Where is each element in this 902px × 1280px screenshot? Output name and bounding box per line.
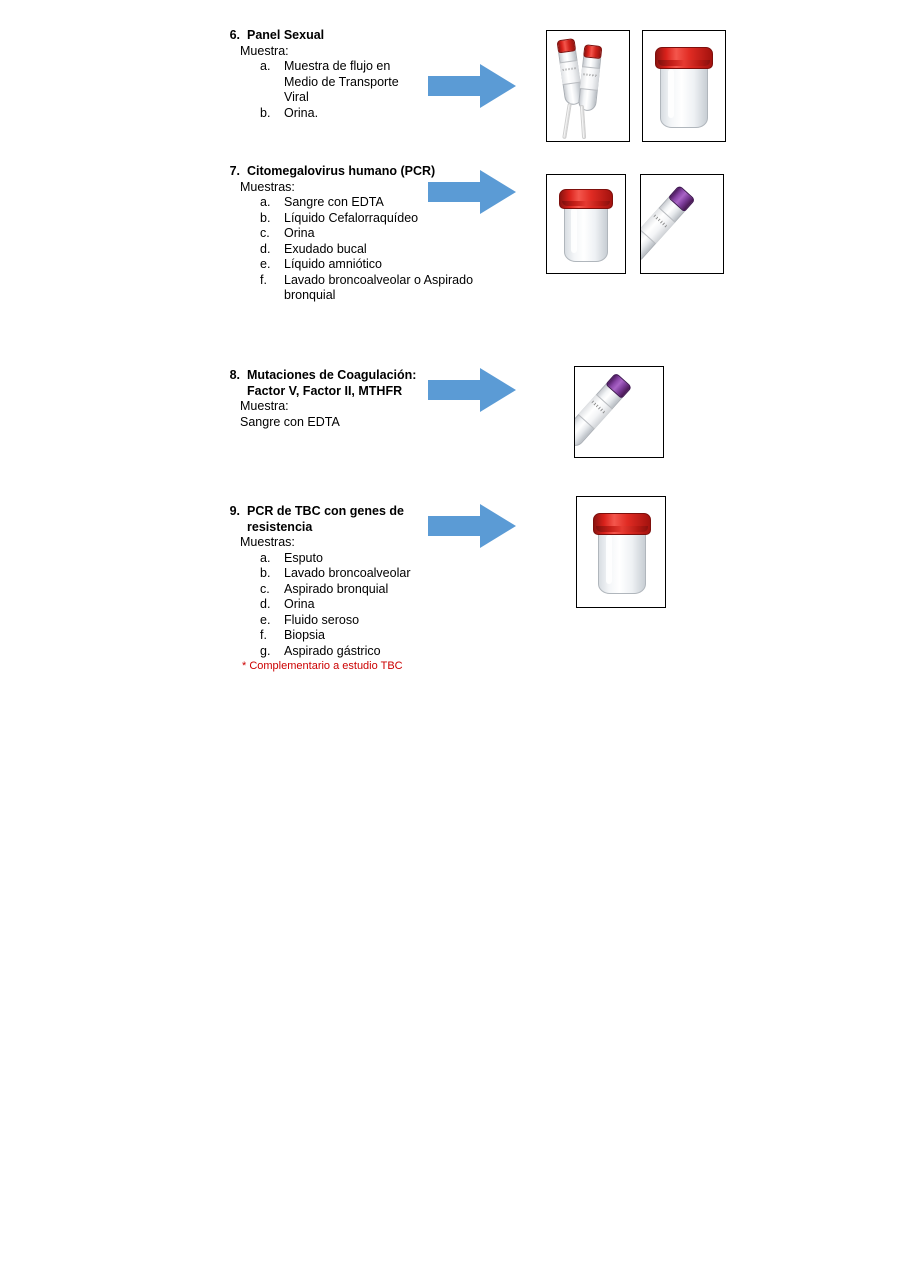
- list-item-label: Esputo: [284, 550, 323, 565]
- list-item-letter: b.: [260, 210, 271, 225]
- list-item: [222, 211, 422, 227]
- entry-7-title: Citomegalovirus humano (PCR): [247, 164, 436, 178]
- list-item-letter: c.: [260, 581, 270, 596]
- entry-8-sample-value: Sangre con EDTA: [240, 414, 340, 429]
- entry-6-number: 6.: [229, 28, 240, 42]
- list-item-letter: b.: [260, 566, 271, 580]
- list-item: [222, 628, 422, 644]
- list-item-label: Orina: [284, 597, 315, 611]
- list-item: [222, 644, 422, 660]
- list-item-letter: f.: [260, 272, 267, 287]
- list-item-letter: g.: [260, 643, 271, 658]
- entry-8-title: Mutaciones de Coagulación: Factor V, Factor II, MTHFR: [247, 368, 417, 398]
- entry-8-samples-label: Muestra:: [240, 399, 289, 413]
- list-item-label: Orina: [284, 226, 315, 240]
- list-item: [222, 242, 422, 258]
- list-item-letter: d.: [260, 597, 271, 611]
- swab-stick: [562, 103, 572, 139]
- list-item-label: Orina.: [284, 105, 319, 120]
- entry-6-sample-list: [222, 59, 422, 121]
- list-item-label: Lavado broncoalveolar: [284, 566, 411, 580]
- list-item-label: Exudado bucal: [284, 241, 367, 256]
- urine-container: [655, 45, 713, 131]
- right-arrow-icon: [428, 170, 516, 214]
- entry-9-samples-label: Muestras:: [240, 535, 295, 549]
- image-frame-urine-container: [546, 174, 626, 274]
- list-item-letter: a.: [260, 59, 271, 73]
- list-item-label: Líquido Cefalorraquídeo: [284, 210, 419, 225]
- entry-9-text: [222, 504, 422, 675]
- entry-7-sample-list: [222, 195, 474, 304]
- list-item-letter: e.: [260, 612, 271, 627]
- urine-container: [559, 187, 613, 265]
- list-item: [222, 597, 422, 613]
- urine-container: [593, 511, 651, 597]
- list-item-letter: a.: [260, 195, 271, 209]
- list-item: [222, 551, 422, 567]
- entry-9-title: PCR de TBC con genes de resistencia: [247, 504, 404, 534]
- list-item-letter: c.: [260, 226, 270, 240]
- list-item-label: Aspirado gástrico: [284, 643, 381, 658]
- viral-transport-tube: [578, 44, 603, 112]
- entry-7-samples-label: Muestras:: [240, 179, 295, 194]
- list-item-letter: a.: [260, 550, 271, 565]
- image-frame-edta-blood-tube: [574, 366, 664, 458]
- list-item: [222, 582, 422, 598]
- image-frame-urine-container: [576, 496, 666, 608]
- entry-7-number: 7.: [229, 164, 240, 178]
- list-item-label: Lavado broncoalveolar o Aspirado bronquial: [284, 272, 474, 302]
- entry-9-number: 9.: [229, 504, 240, 518]
- entry-8-text: [222, 368, 422, 430]
- entry-6-title: Panel Sexual: [247, 28, 325, 42]
- list-item-letter: b.: [260, 105, 271, 120]
- right-arrow-icon: [428, 368, 516, 412]
- entry-6-text: [222, 28, 422, 121]
- edta-blood-tube: [640, 185, 696, 265]
- list-item-letter: d.: [260, 241, 271, 256]
- list-item: [222, 226, 422, 242]
- image-frame-edta-blood-tube: [640, 174, 724, 274]
- list-item-letter: e.: [260, 257, 271, 271]
- edta-blood-tube: [574, 372, 632, 449]
- list-item-label: Biopsia: [284, 628, 325, 642]
- entry-9-sample-list: [222, 551, 422, 660]
- list-item-label: Fluido seroso: [284, 612, 360, 627]
- list-item: [222, 195, 422, 211]
- list-item-letter: f.: [260, 628, 267, 642]
- right-arrow-icon: [428, 64, 516, 108]
- entry-8-number: 8.: [229, 368, 240, 382]
- list-item: [222, 257, 422, 273]
- entry-9-note: * Complementario a estudio TBC: [242, 660, 403, 672]
- list-item-label: Aspirado bronquial: [284, 581, 389, 596]
- list-item-label: Sangre con EDTA: [284, 195, 384, 209]
- list-item: [222, 613, 422, 629]
- entry-7-text: [222, 164, 474, 304]
- right-arrow-icon: [428, 504, 516, 548]
- list-item: [222, 566, 422, 582]
- list-item-label: Muestra de flujo en Medio de Transporte Viral: [284, 59, 399, 104]
- image-frame-viral-transport-tubes: [546, 30, 630, 142]
- list-item-label: Líquido amniótico: [284, 257, 382, 271]
- list-item: [222, 59, 422, 106]
- entry-6-samples-label: Muestra:: [240, 43, 289, 58]
- list-item: [222, 106, 422, 122]
- image-frame-urine-container: [642, 30, 726, 142]
- list-item: [222, 273, 474, 304]
